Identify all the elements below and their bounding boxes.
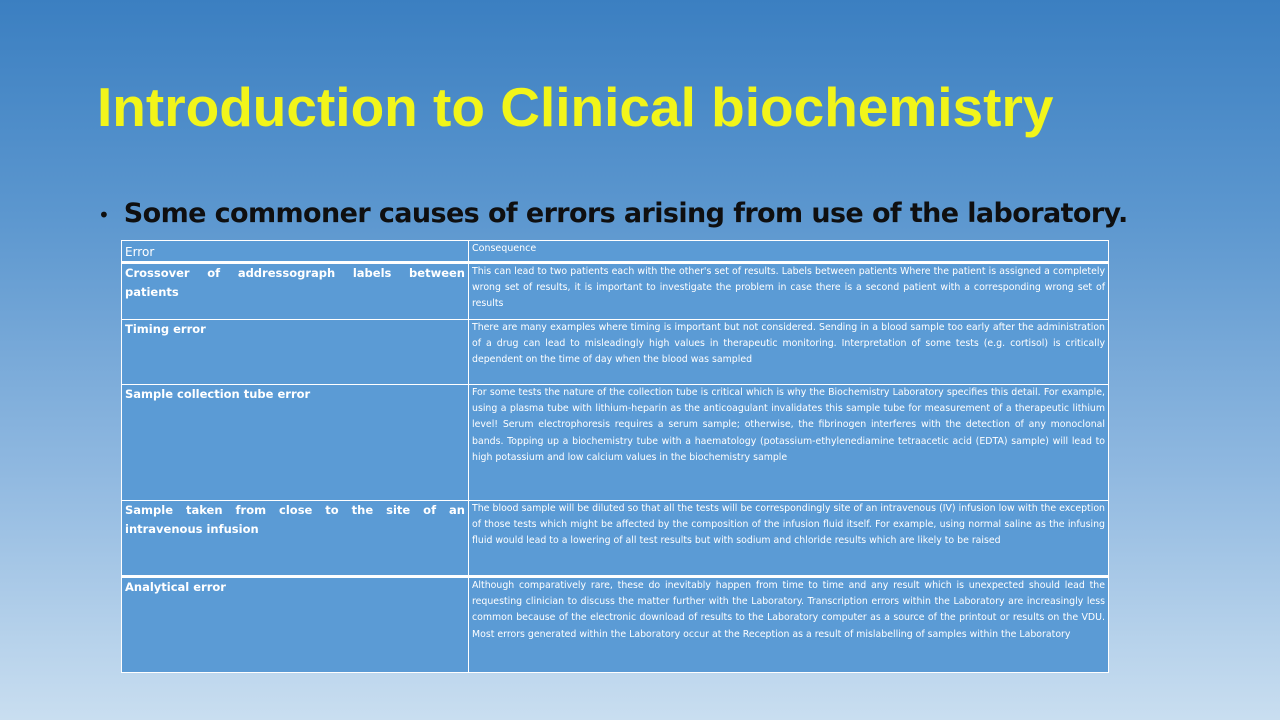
row-consequence: The blood sample will be diluted so that all the tests will be correspondingly site of an intravenous (IV) infusion low with the exception of those tests which might be affected by the composition of the infusion fluid itself. For example, using normal saline as the infusing fluid would lead to a lowering of all test results but with sodium and chloride results which are likely to be raised (469, 501, 1109, 577)
row-error: Crossover of addressograph labels between patients (122, 263, 469, 320)
errors-table (121, 240, 1109, 673)
table-row (122, 320, 1109, 385)
table-row (122, 385, 1109, 501)
bullet-icon: • (98, 203, 110, 227)
row-error: Timing error (122, 320, 469, 385)
header-consequence: Consequence (469, 241, 1109, 263)
bullet-point (98, 196, 1128, 233)
row-consequence: This can lead to two patients each with the other's set of results. Labels between patients Where the patient is assigned a completely wrong set of results, it is important to investigate the problem in case there is a second patient with a corresponding wrong set of results (469, 263, 1109, 320)
table-row (122, 263, 1109, 320)
slide-title: Introduction to Clinical biochemistry (97, 76, 1054, 138)
bullet-text: Some commoner causes of errors arising from use of the laboratory. (123, 198, 1128, 229)
table-row (122, 501, 1109, 577)
table-header-row (122, 241, 1109, 263)
row-error: Sample collection tube error (122, 385, 469, 501)
row-consequence: Although comparatively rare, these do inevitably happen from time to time and any result which is unexpected should lead the requesting clinician to discuss the matter further with the Laboratory. Transcription errors within the Laboratory are increasingly less common because of the electronic download of results to the Laboratory computer as a source of the printout or results on the VDU. Most errors generated within the Laboratory occur at the Reception as a result of mislabelling of samples within the Laboratory (469, 577, 1109, 673)
header-error: Error (122, 241, 469, 263)
row-consequence: For some tests the nature of the collection tube is critical which is why the Biochemistry Laboratory specifies this detail. For example, using a plasma tube with lithium-heparin as the anticoagulant invalidates this sample tube for measurement of a therapeutic lithium level! Serum electrophoresis requires a serum sample; otherwise, the fibrinogen interferes with the detection of any monoclonal bands. Topping up a biochemistry tube with a haematology (potassium-ethylenediamine tetraacetic acid (EDTA) sample) will lead to high potassium and low calcium values in the biochemistry sample (469, 385, 1109, 501)
row-consequence: There are many examples where timing is important but not considered. Sending in a blood sample too early after the administration of a drug can lead to misleadingly high values in therapeutic monitoring. Interpretation of some tests (e.g. cortisol) is critically dependent on the time of day when the blood was sampled (469, 320, 1109, 385)
table-row (122, 577, 1109, 673)
row-error: Sample taken from close to the site of an intravenous infusion (122, 501, 469, 577)
row-error: Analytical error (122, 577, 469, 673)
